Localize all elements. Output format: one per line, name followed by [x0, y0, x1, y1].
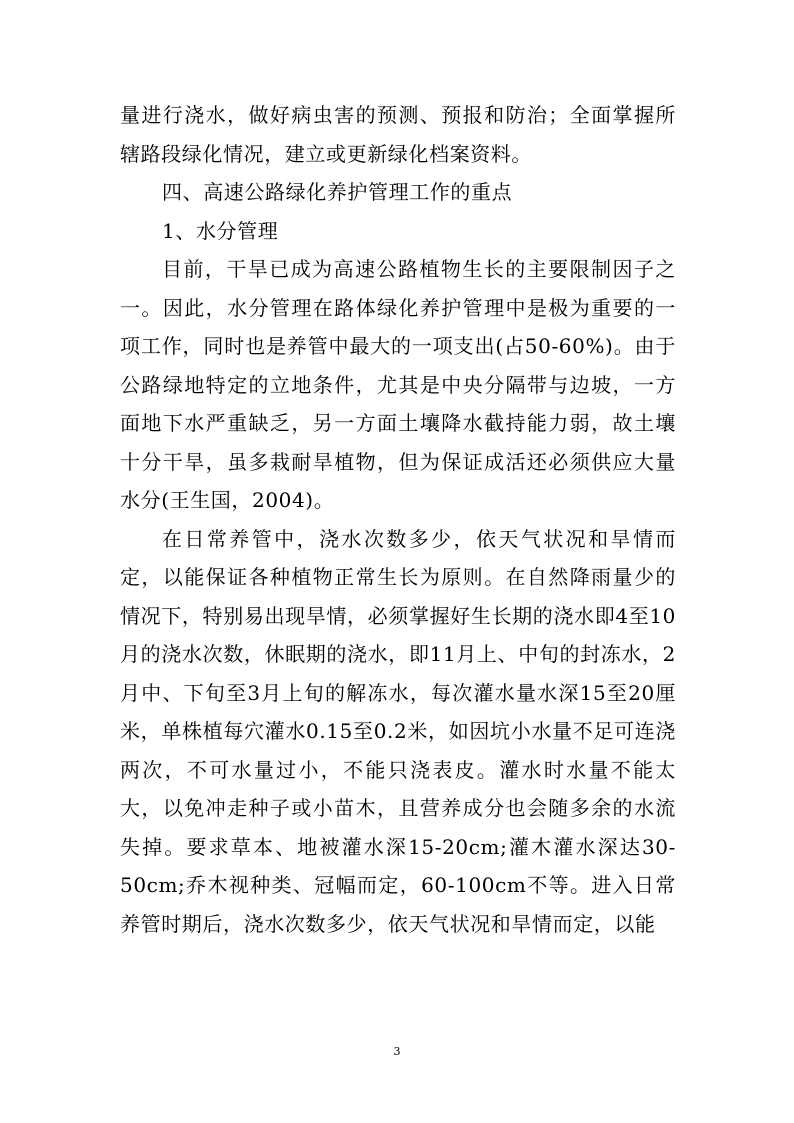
paragraph-continuation: 量进行浇水，做好病虫害的预测、预报和防治；全面掌握所辖路段绿化情况，建立或更新绿化档案资料。 [120, 103, 676, 166]
paragraph-watering: 在日常养管中，浇水次数多少，依天气状况和旱情而定，以能保证各种植物正常生长为原则。在自然降雨量少的情况下，特别易出现旱情，必须掌握好生长期的浇水即4至10月的浇水次数，休眠期的浇水，即11月上、中旬的封冻水，2月中、下旬至3月上旬的解冻水，每次灌水量水深15至20厘米，单株植每穴灌水0.15至0.2米，如因坑小水量不足可连浇两次，不可水量过小，不能只浇表皮。灌水时水量不能太大，以免冲走种子或小苗木，且营养成分也会随多余的水流失掉。要求草本、地被灌水深15-20cm;灌木灌水深达30-50cm;乔木视种类、冠幅而定，60-100cm不等。进入日常养管时期后，浇水次数多少，依天气状况和旱情而定，以能 [120, 526, 676, 936]
body-text [120, 96, 676, 943]
subsection-heading: 1、水分管理 [162, 218, 279, 243]
paragraph-drought: 目前，干旱已成为高速公路植物生长的主要限制因子之一。因此，水分管理在路体绿化养护管理中是极为重要的一项工作，同时也是养管中最大的一项支出(占50-60%)。由于公路绿地特定的立地条件，尤其是中央分隔带与边坡，一方面地下水严重缺乏，另一方面土壤降水截持能力弱，故土壤十分干旱，虽多栽耐旱植物，但为保证成活还必须供应大量水分(王生国，2004)。 [120, 257, 676, 512]
section-heading: 四、高速公路绿化养护管理工作的重点 [162, 180, 513, 204]
page-number: 3 [393, 1045, 401, 1058]
